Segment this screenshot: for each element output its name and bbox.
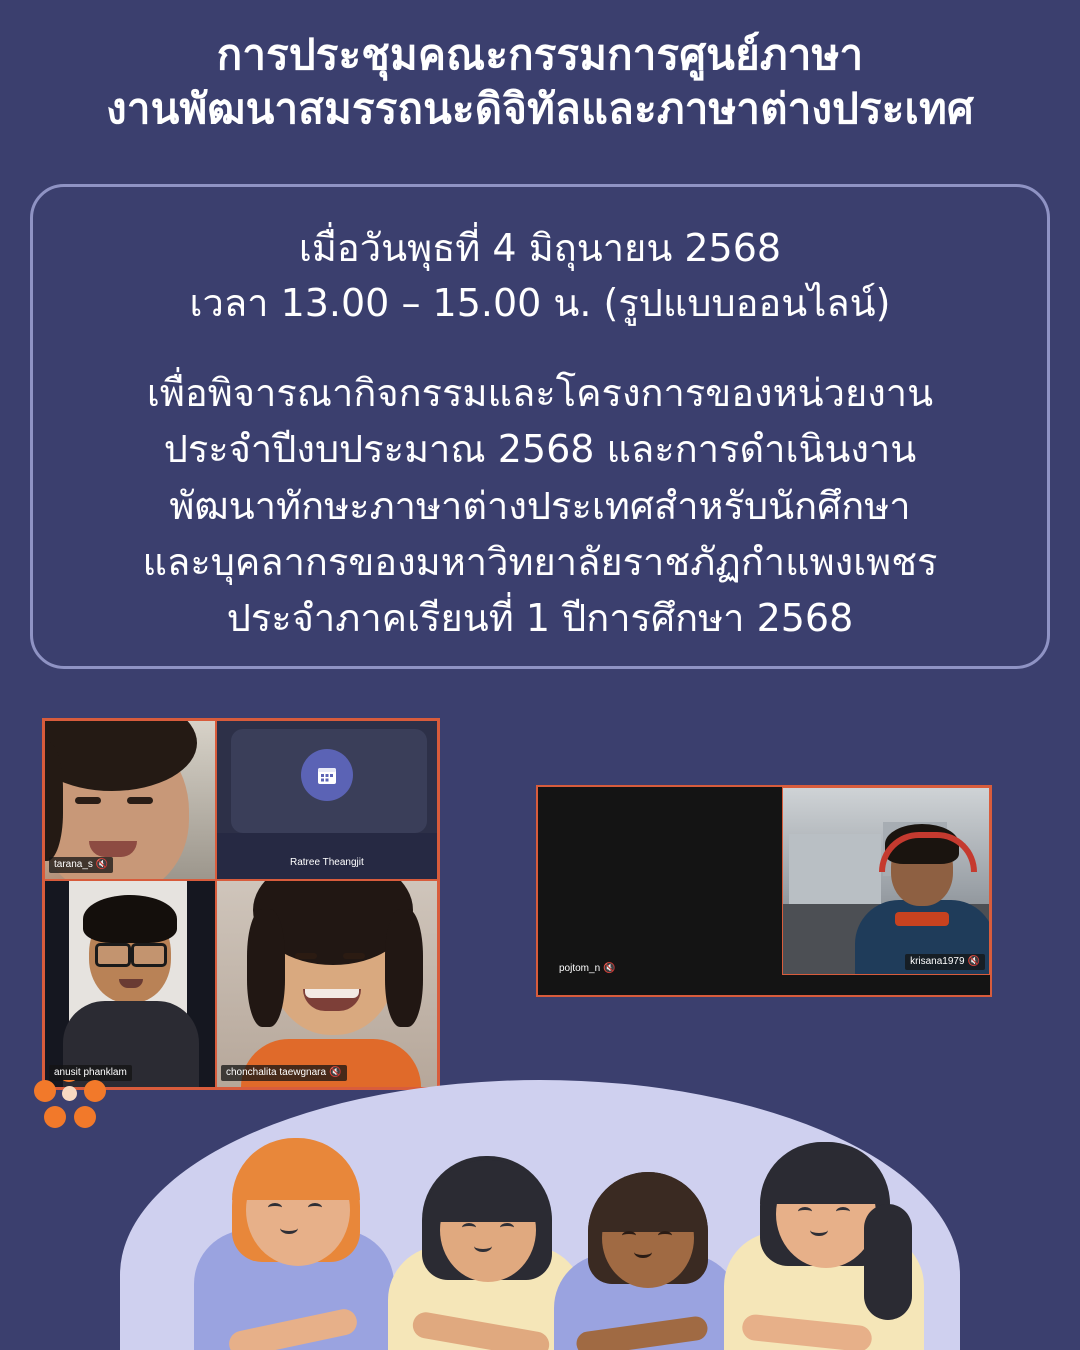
person-smile	[280, 1222, 298, 1234]
flower-petal	[44, 1106, 66, 1128]
mic-off-icon: 🔇	[329, 1067, 342, 1078]
calendar-icon	[301, 749, 353, 801]
person-smile	[634, 1246, 652, 1258]
flower-core	[62, 1086, 77, 1101]
meeting-date: เมื่อวันพุธที่ 4 มิถุนายน 2568	[298, 226, 782, 270]
person-smile	[810, 1224, 828, 1236]
person-eye-left	[798, 1207, 812, 1216]
person-eye-left	[268, 1203, 282, 1212]
participant-name: Ratree Theangjit	[290, 857, 364, 868]
person-braid	[864, 1204, 912, 1320]
mic-off-icon: 🔇	[603, 963, 616, 974]
meeting-screenshot-left	[42, 718, 440, 1090]
title-line-1: การประชุมคณะกรรมการศูนย์ภาษา	[216, 30, 864, 79]
person-hair-top	[424, 1160, 552, 1222]
glasses-left-lens	[95, 943, 131, 967]
office-partition-1	[789, 834, 881, 906]
glasses-right-lens	[131, 943, 167, 967]
bottom-illustration	[0, 1080, 1080, 1350]
eye-left	[75, 797, 101, 804]
person-smile	[474, 1240, 492, 1252]
person-eye-right	[658, 1231, 672, 1240]
card-spacer	[33, 331, 1047, 365]
eye-left	[295, 953, 317, 959]
page-title	[0, 28, 1080, 136]
person-eye-left	[622, 1231, 636, 1240]
video-tile-ratree	[216, 720, 438, 880]
person-eye-right	[308, 1203, 322, 1212]
illustration-person-1	[180, 1110, 410, 1350]
video-tile-chonchalita	[216, 880, 438, 1088]
mic-off-icon: 🔇	[95, 859, 109, 870]
person-eye-right	[500, 1223, 514, 1232]
participant-hair-right	[385, 909, 423, 1027]
shirt-stripe	[895, 912, 949, 926]
title-line-2: งานพัฒนาสมรรถนะดิจิทัลและภาษาต่างประเทศ	[106, 83, 974, 133]
name-chip	[554, 961, 621, 977]
purpose-line-1: เพื่อพิจารณากิจกรรมและโครงการของหน่วยงาน	[146, 371, 934, 416]
flower-icon-left	[34, 1080, 108, 1134]
eye-right	[127, 797, 153, 804]
participant-name: chonchalita taewgnara	[226, 1067, 327, 1078]
purpose-line-3: พัฒนาทักษะภาษาต่างประเทศสำหรับนักศึกษา	[169, 483, 911, 528]
flower-petal	[34, 1080, 56, 1102]
flower-petal	[58, 1080, 80, 1082]
purpose-line-5: ประจำภาคเรียนที่ 1 ปีการศึกษา 2568	[226, 596, 854, 641]
flower-petal	[74, 1106, 96, 1128]
meeting-time: เวลา 13.00 – 15.00 น. (รูปแบบออนไลน์)	[189, 281, 891, 326]
flower-petal	[84, 1080, 106, 1102]
name-chip	[905, 954, 985, 970]
teeth	[305, 989, 359, 998]
illustration-person-4	[712, 1110, 942, 1350]
meeting-screenshot-right	[536, 785, 992, 997]
video-tile-krisana	[782, 787, 990, 975]
eye-right	[343, 953, 365, 959]
person-eye-right	[836, 1207, 850, 1216]
participant-hair	[83, 895, 177, 943]
participant-name: anusit phanklam	[54, 1067, 127, 1078]
name-chip	[221, 1065, 347, 1081]
video-tile-tarana	[44, 720, 216, 880]
person-eye-left	[462, 1223, 476, 1232]
video-tile-anusit	[44, 880, 216, 1088]
person-hair-top	[760, 1142, 890, 1204]
participant-name: krisana1979	[910, 956, 965, 967]
participant-name: pojtom_n	[559, 963, 601, 974]
info-card	[30, 184, 1050, 669]
participant-hair-left	[247, 909, 285, 1027]
name-chip	[49, 1065, 132, 1081]
name-chip	[285, 855, 369, 871]
purpose-line-2: ประจำปีงบประมาณ 2568 และการดำเนินงาน	[163, 427, 917, 472]
person-hair-top	[588, 1172, 708, 1232]
person-hair-top	[232, 1138, 360, 1200]
purpose-line-4: และบุคลากรของมหาวิทยาลัยราชภัฏกำแพงเพชร	[142, 539, 938, 584]
mic-off-icon: 🔇	[967, 956, 980, 967]
participant-name: tarana_s	[54, 859, 93, 870]
name-chip	[49, 857, 113, 873]
